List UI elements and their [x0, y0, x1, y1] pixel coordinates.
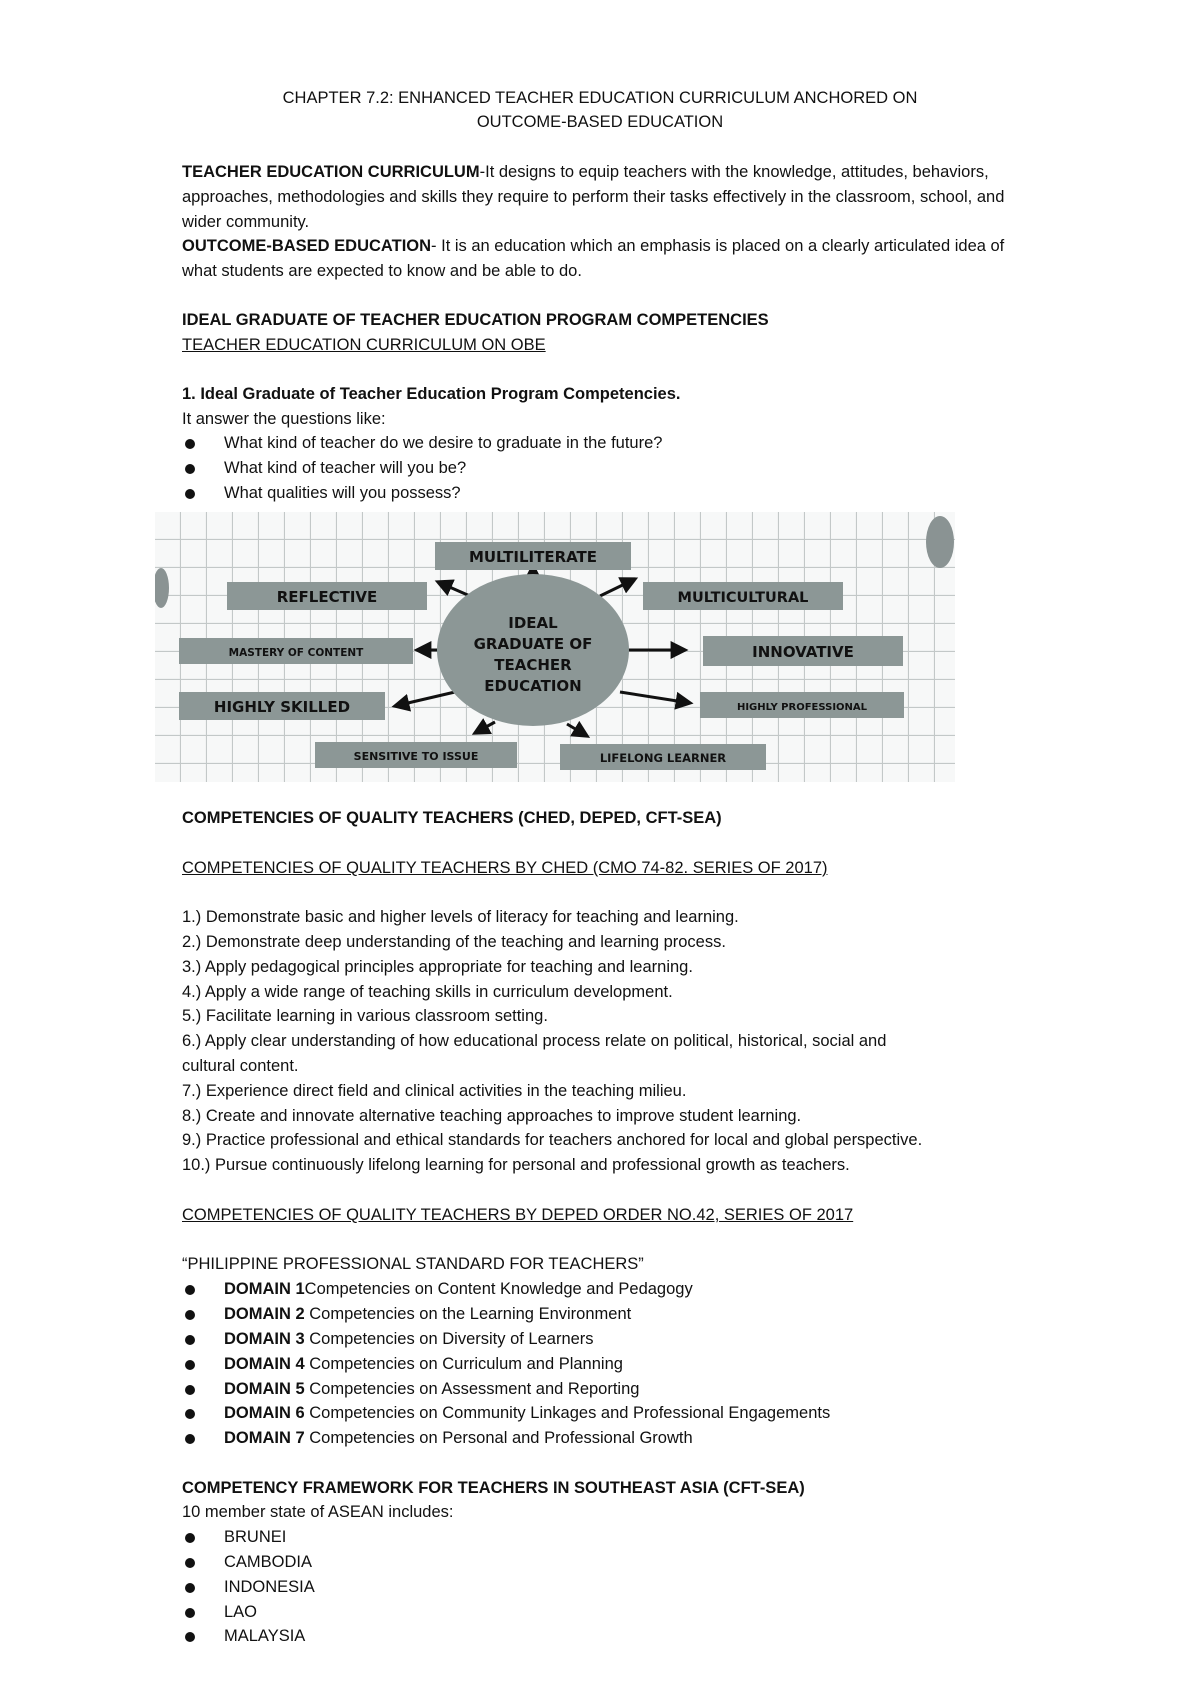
ideal-heading: IDEAL GRADUATE OF TEACHER EDUCATION PROGRAM COMPETENCIES: [182, 311, 769, 329]
decor-shape: [926, 516, 954, 568]
ideal-item-heading: 1. Ideal Graduate of Teacher Education Program Competencies.: [182, 385, 681, 403]
ched-item: 5.) Facilitate learning in various classroom setting.: [182, 1007, 548, 1025]
ched-item: 4.) Apply a wide range of teaching skills in curriculum development.: [182, 983, 673, 1001]
document-page: CHAPTER 7.2: ENHANCED TEACHER EDUCATION CURRICULUM ANCHORED ON OUTCOME-BASED EDUCATION TEACHER EDUCATION CURRICULUM-It designs to equip teachers with the knowledge, attitudes, behaviors, approaches, methodologies and skills they require to perform their tasks effectively in the classroom, school, and wider community. OUTCOME-BASED EDUCATION- It is an education which an emphasis is placed on a clearly articulated idea of what students are expected to know and be able to do. IDEAL GRADUATE OF TEACHER EDUCATION PROGRAM COMPETENCIES TEACHER EDUCATION CURRICULUM ON OBE 1. Ideal Graduate of Teacher Education Program Competencies. It answer the questions like: What kind of teacher do we desire to graduate in the future? What kind of teacher will you be? What qualities will you possess? IDEAL GRADUATE OF TEACHER EDUCATION MULTILITERATE REFLECTIVE MULTICULTURAL MASTERY OF CONTENT INNOVATIVE HIGHLY SKILLED HIGHLY PROFESSIONAL SENSITIVE TO ISSUE LIFELONG LEARNER COMPETENCIES OF QUALITY TEACHERS (CHED, DEPED, CFT-SEA) COMPETENCIES OF QUALITY TEACHERS BY CHED (CMO 74-82. SERIES OF 2017) 1.) Demonstrate basic and higher levels of literacy for teaching and learning. 2.) Demonstrate deep understanding of the teaching and learning process. 3.) Apply pedagogical principles appropriate for teaching and learning. 4.) Apply a wide range of teaching skills in curriculum development. 5.) Facilitate learning in various classroom setting. 6.) Apply clear understanding of how educational process relate on political, historical, social and cultural content. 7.) Experience direct field and clinical activities in the teaching milieu. 8.) Create and innovate alternative teaching approaches to improve student learning. 9.) Practice professional and ethical standards for teachers anchored for local and global perspective. 10.) Pursue continuously lifelong learning for personal and professional growth as teachers. COMPETENCIES OF QUALITY TEACHERS BY DEPED ORDER NO.42, SERIES OF 2017 “PHILIPPINE PROFESSIONAL STANDARD FOR TEACHERS” DOMAIN 1Competencies on Content Knowledge and Pedagogy DOMAIN 2 Competencies on the Learning Environment DOMAIN 3 Competencies on Diversity of Learners DOMAIN 4 Competencies on Curriculum and Planning DOMAIN 5 Competencies on Assessment and Reporting DOMAIN 6 Competencies on Community Linkages and Professional Engagements DOMAIN 7 Competencies on Personal and Professional Growth COMPETENCY FRAMEWORK FOR TEACHERS IN SOUTHEAST ASIA (CFT-SEA) 10 member state of ASEAN includes: BRUNEI CAMBODIA INDONESIA LAO MALAYSIA: [0, 0, 1200, 1696]
bullet-icon: [185, 1310, 195, 1320]
ideal-subheading: TEACHER EDUCATION CURRICULUM ON OBE: [182, 336, 546, 354]
ppst-title: “PHILIPPINE PROFESSIONAL STANDARD FOR TEACHERS”: [182, 1255, 644, 1273]
center-label-4: EDUCATION: [484, 677, 582, 695]
bullet-icon: [185, 1409, 195, 1419]
center-label-1: IDEAL: [508, 614, 558, 632]
tec-body: -It designs to equip teachers with the knowledge, attitudes, behaviors, approaches, methodologies and skills they require to perform their tasks effectively in the classroom, school, and wider community.: [182, 163, 1005, 231]
label-lifelong: LIFELONG LEARNER: [599, 751, 727, 765]
label-sensitive: SENSITIVE TO ISSUE: [353, 750, 479, 763]
bullet-icon: [185, 1335, 195, 1345]
tec-definition: [182, 160, 1032, 234]
chapter-title-line2: OUTCOME-BASED EDUCATION: [476, 113, 724, 131]
ched-item: 8.) Create and innovate alternative teaching approaches to improve student learning.: [182, 1107, 802, 1125]
bullet-icon: [185, 1385, 195, 1395]
center-label-3: TEACHER: [494, 656, 572, 674]
bullet-icon: [185, 1558, 195, 1568]
ched-heading: COMPETENCIES OF QUALITY TEACHERS BY CHED (CMO 74-82. SERIES OF 2017): [182, 859, 828, 877]
chapter-title-line1: CHAPTER 7.2: ENHANCED TEACHER EDUCATION CURRICULUM ANCHORED ON: [282, 89, 918, 107]
ched-item: 6.) Apply clear understanding of how educational process relate on political, historical, social and: [182, 1032, 887, 1050]
bullet-icon: [185, 1632, 195, 1642]
label-mastery: MASTERY OF CONTENT: [228, 647, 364, 659]
deped-heading: COMPETENCIES OF QUALITY TEACHERS BY DEPED ORDER NO.42, SERIES OF 2017: [182, 1206, 854, 1224]
label-highly-professional: HIGHLY PROFESSIONAL: [736, 702, 868, 713]
bullet-icon: [185, 489, 195, 499]
asean-intro: 10 member state of ASEAN includes:: [182, 1503, 454, 1521]
tec-term: TEACHER EDUCATION CURRICULUM: [182, 163, 480, 181]
competencies-heading: COMPETENCIES OF QUALITY TEACHERS (CHED, DEPED, CFT-SEA): [182, 809, 722, 827]
ched-item: 9.) Practice professional and ethical standards for teachers anchored for local and global perspective.: [182, 1131, 923, 1149]
ched-item: 1.) Demonstrate basic and higher levels of literacy for teaching and learning.: [182, 908, 739, 926]
ched-item: 3.) Apply pedagogical principles appropriate for teaching and learning.: [182, 958, 693, 976]
ched-item: 2.) Demonstrate deep understanding of the teaching and learning process.: [182, 933, 726, 951]
label-multicultural: MULTICULTURAL: [677, 590, 809, 606]
obe-definition: [182, 234, 1032, 284]
ched-item: 10.) Pursue continuously lifelong learning for personal and professional growth as teachers.: [182, 1156, 850, 1174]
ched-item: 7.) Experience direct field and clinical activities in the teaching milieu.: [182, 1082, 687, 1100]
bullet-icon: [185, 1608, 195, 1618]
center-label-2: GRADUATE OF: [473, 635, 593, 653]
label-reflective: REFLECTIVE: [276, 588, 378, 606]
label-innovative: INNOVATIVE: [752, 643, 854, 661]
bullet-icon: [185, 1360, 195, 1370]
label-multiliterate: MULTILITERATE: [468, 548, 598, 566]
bullet-icon: [185, 439, 195, 449]
bullet-icon: [185, 1533, 195, 1543]
ideal-graduate-diagram: [155, 512, 955, 782]
cftsea-heading: COMPETENCY FRAMEWORK FOR TEACHERS IN SOUTHEAST ASIA (CFT-SEA): [182, 1479, 805, 1497]
ched-item: cultural content.: [182, 1057, 299, 1075]
obe-term: OUTCOME-BASED EDUCATION: [182, 237, 432, 255]
ideal-intro: It answer the questions like:: [182, 410, 386, 428]
bullet-icon: [185, 1583, 195, 1593]
label-highly-skilled: HIGHLY SKILLED: [213, 698, 351, 716]
bullet-icon: [185, 464, 195, 474]
obe-body: - It is an education which an emphasis is placed on a clearly articulated idea of what students are expected to know and be able to do.: [182, 237, 1005, 280]
bullet-icon: [185, 1434, 195, 1444]
bullet-icon: [185, 1285, 195, 1295]
